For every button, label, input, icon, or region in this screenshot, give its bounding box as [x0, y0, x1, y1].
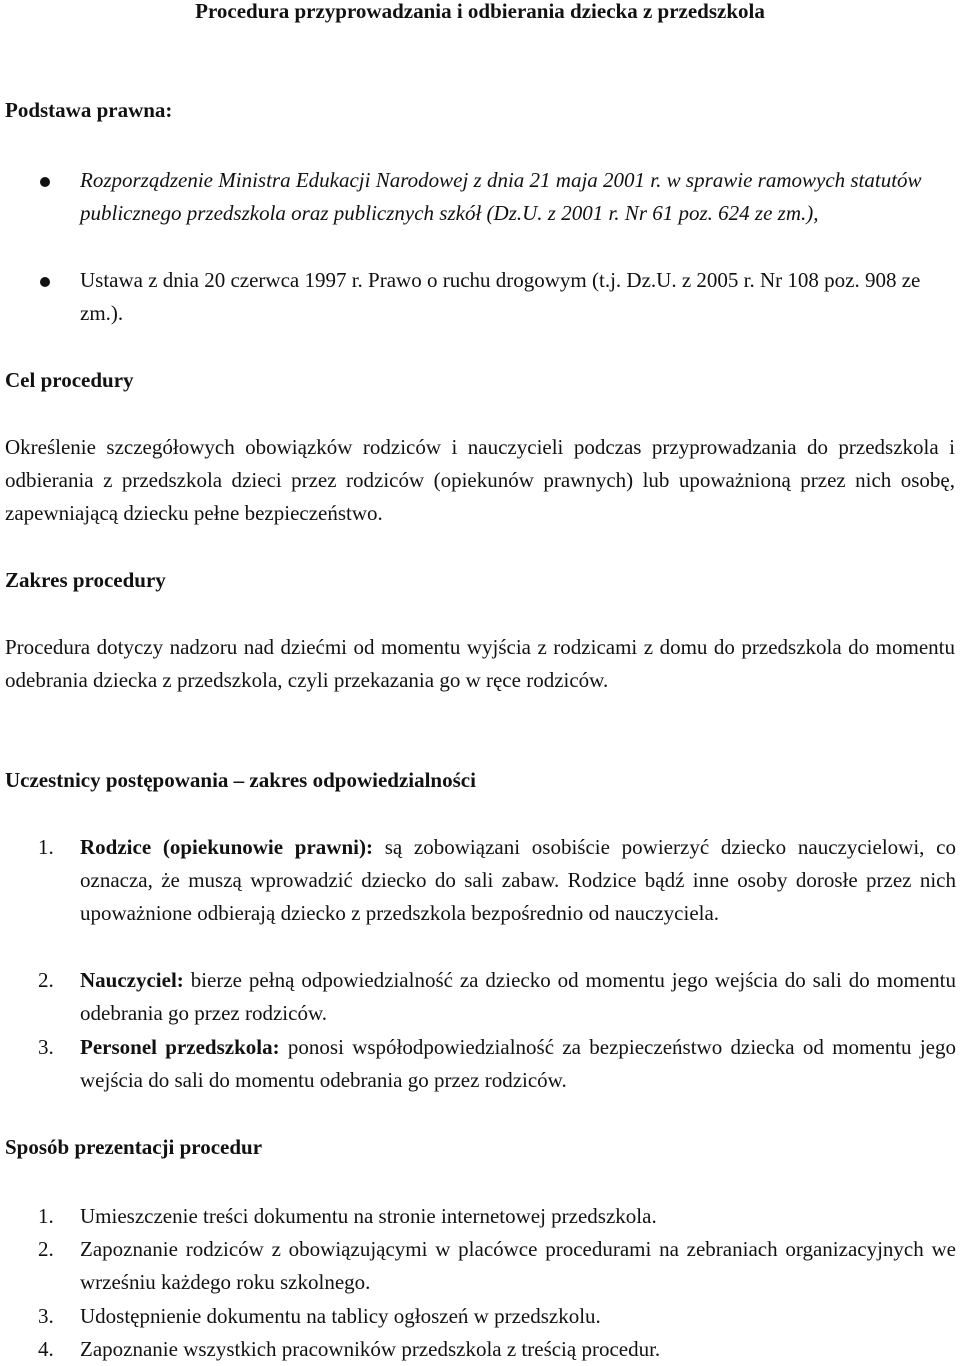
participant-text: są zobowiązani osobiście powierzyć dziecko nauczycielowi, co oznacza, że muszą wprowadzić dziecko do sali zabaw. Rodzice bądź inne osoby dorosłe przez nich upoważnione odbierają dziecko z przedszkola bezpośrednio od nauczyciela. [80, 835, 956, 925]
list-number: 1. [38, 1204, 54, 1228]
list-number: 3. [38, 1304, 54, 1328]
presentation-item: Udostępnienie dokumentu na tablicy ogłoszeń w przedszkolu. [80, 1304, 601, 1328]
participant-text: ponosi współodpowiedzialność za bezpieczeństwo dziecka od momentu jego wejścia do sali do momentu odebrania go przez rodziców. [80, 1035, 957, 1092]
scope-text: Procedura dotyczy nadzoru nad dziećmi od momentu wyjścia z rodzicami z domu do przedszkola do momentu odebrania dziecka z przedszkola, czyli przekazania go w ręce rodziców. [5, 635, 955, 692]
legal-basis-item-1: Rozporządzenie Ministra Edukacji Narodowej z dnia 21 maja 2001 r. w sprawie ramowych statutów publicznego przedszkola oraz publicznych szkół (Dz.U. z 2001 r. Nr 61 poz. 624 ze zm.), [80, 168, 922, 225]
presentation-heading: Sposób prezentacji procedur [5, 1135, 263, 1159]
goal-text: Określenie szczegółowych obowiązków rodziców i nauczycieli podczas przyprowadzania do przedszkola i odbierania z przedszkola dzieci przez rodziców (opiekunów prawnych) lub upoważnioną przez nich osobę, zapewniającą dziecku pełne bezpieczeństwo. [5, 435, 955, 525]
presentation-item: Zapoznanie wszystkich pracowników przedszkola z treścią procedur. [80, 1337, 661, 1361]
presentation-item: Umieszczenie treści dokumentu na stronie internetowej przedszkola. [80, 1204, 657, 1228]
legal-basis-item-2: Ustawa z dnia 20 czerwca 1997 r. Prawo o ruchu drogowym (t.j. Dz.U. z 2005 r. Nr 108 poz. 908 ze zm.). [80, 268, 921, 325]
bullet-icon [40, 277, 50, 287]
participant-label: Rodzice (opiekunowie prawni): [80, 835, 373, 859]
presentation-item: Zapoznanie rodziców z obowiązującymi w placówce procedurami na zebraniach organizacyjnych we wrześniu każdego roku szkolnego. [80, 1237, 956, 1294]
legal-basis-heading: Podstawa prawna: [5, 98, 173, 122]
list-number: 1. [38, 835, 54, 859]
list-number: 4. [38, 1337, 54, 1361]
participant-item-parents [80, 831, 956, 930]
list-number: 2. [38, 1237, 54, 1261]
goal-heading: Cel procedury [5, 368, 134, 392]
scope-heading: Zakres procedury [5, 568, 166, 592]
participant-label: Nauczyciel: [80, 968, 184, 992]
participant-text: bierze pełną odpowiedzialność za dziecko od momentu jego wejścia do sali do momentu odebrania go przez rodziców. [80, 968, 956, 1025]
participant-item-teacher [80, 964, 956, 1030]
list-number: 2. [38, 968, 54, 992]
list-number: 3. [38, 1035, 54, 1059]
participant-label: Personel przedszkola: [80, 1035, 280, 1059]
document-title: Procedura przyprowadzania i odbierania dziecka z przedszkola [195, 0, 765, 23]
participants-heading: Uczestnicy postępowania – zakres odpowiedzialności [5, 768, 476, 792]
participant-item-staff [80, 1031, 956, 1097]
bullet-icon [40, 177, 50, 187]
